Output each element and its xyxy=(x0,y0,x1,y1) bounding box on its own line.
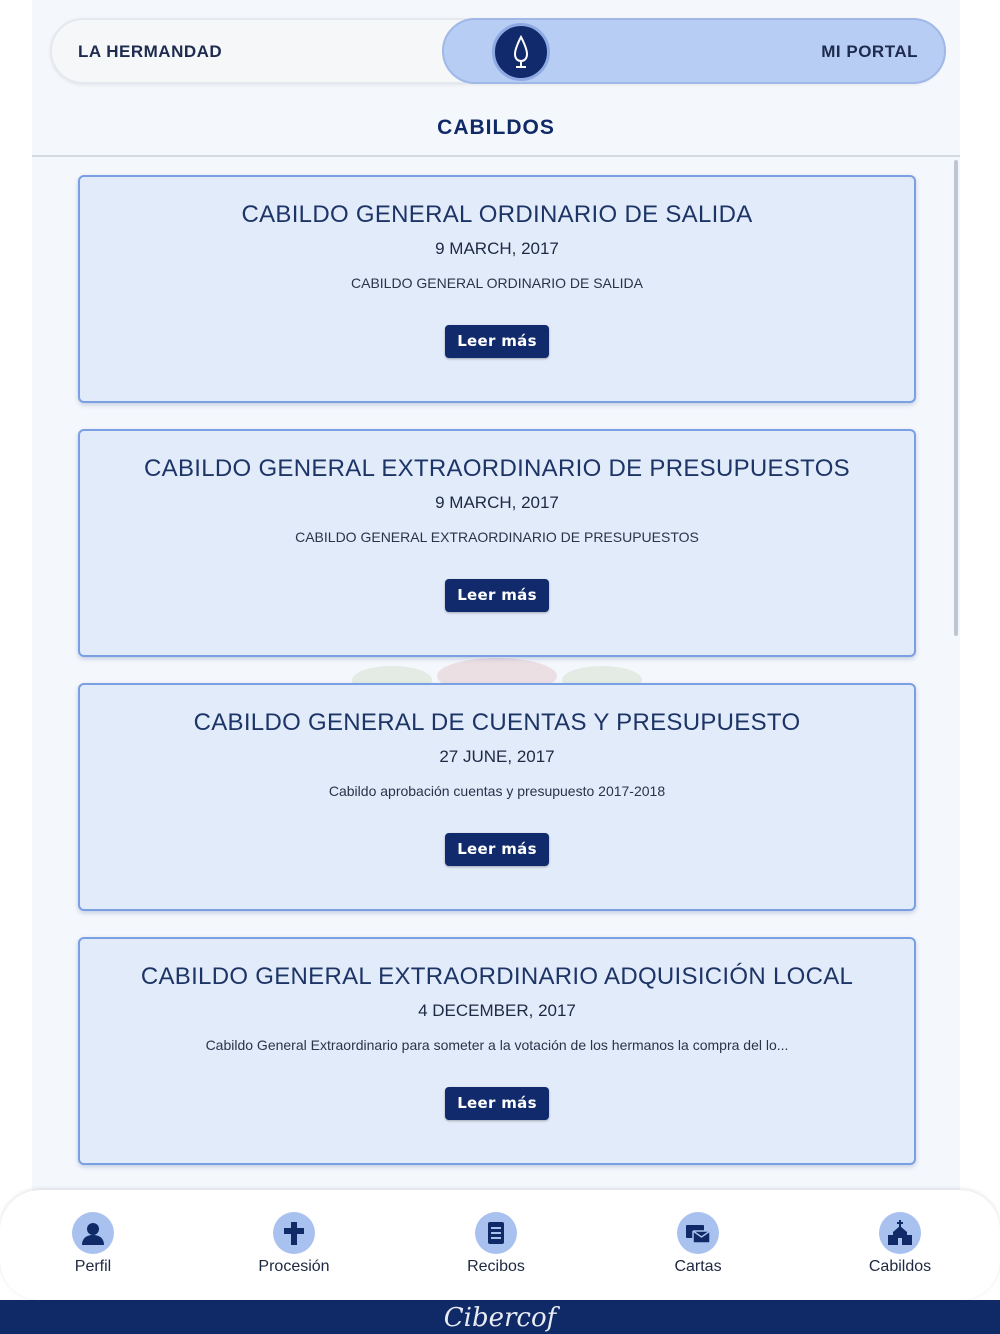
nav-item-procesion[interactable] xyxy=(234,1212,354,1276)
section-toggle[interactable] xyxy=(50,18,944,84)
card-description: Cabildo General Extraordinario para someter a la votación de los hermanos la compra del lo... xyxy=(205,1037,789,1053)
nav-label: Recibos xyxy=(467,1258,525,1275)
card-date: 9 MARCH, 2017 xyxy=(435,239,559,258)
leer-mas-button[interactable]: Leer más xyxy=(445,325,549,358)
nav-label: Procesión xyxy=(258,1258,330,1275)
nav-label: Cabildos xyxy=(868,1258,932,1275)
nav-item-recibos[interactable] xyxy=(436,1212,556,1276)
card-title: CABILDO GENERAL DE CUENTAS Y PRESUPUESTO xyxy=(193,709,801,736)
cross-icon xyxy=(273,1212,315,1254)
leer-mas-button[interactable]: Leer más xyxy=(445,833,549,866)
cabildo-card xyxy=(78,429,916,657)
letters-icon xyxy=(677,1212,719,1254)
title-divider xyxy=(32,155,960,157)
brand-logo: Cibercof xyxy=(443,1303,557,1333)
card-title: CABILDO GENERAL EXTRAORDINARIO ADQUISICIÓN LOCAL xyxy=(140,963,854,990)
card-date: 27 JUNE, 2017 xyxy=(439,747,555,766)
cabildo-card xyxy=(78,175,916,403)
cabildo-card xyxy=(78,683,916,911)
toggle-mi-portal[interactable]: MI PORTAL xyxy=(821,42,918,61)
card-description: CABILDO GENERAL EXTRAORDINARIO DE PRESUPUESTOS xyxy=(295,529,699,545)
nav-label: Cartas xyxy=(674,1258,722,1275)
toggle-la-hermandad[interactable]: LA HERMANDAD xyxy=(78,42,223,61)
card-date: 4 DECEMBER, 2017 xyxy=(418,1001,576,1020)
card-description: CABILDO GENERAL ORDINARIO DE SALIDA xyxy=(351,275,643,291)
candle-icon[interactable] xyxy=(492,23,550,81)
cabildo-card xyxy=(78,937,916,1165)
nav-item-perfil[interactable] xyxy=(33,1212,153,1276)
card-title: CABILDO GENERAL ORDINARIO DE SALIDA xyxy=(241,201,753,228)
receipt-icon xyxy=(475,1212,517,1254)
nav-item-cabildos[interactable] xyxy=(840,1212,960,1276)
church-icon xyxy=(879,1212,921,1254)
nav-label: Perfil xyxy=(74,1258,112,1275)
scrollbar[interactable] xyxy=(954,160,958,636)
user-icon xyxy=(72,1212,114,1254)
bottom-navigation xyxy=(0,1190,1000,1300)
leer-mas-button[interactable]: Leer más xyxy=(445,1087,549,1120)
nav-item-cartas[interactable] xyxy=(638,1212,758,1276)
card-title: CABILDO GENERAL EXTRAORDINARIO DE PRESUPUESTOS xyxy=(144,455,850,482)
card-description: Cabildo aprobación cuentas y presupuesto 2017-2018 xyxy=(328,783,666,799)
app-container xyxy=(32,0,960,1334)
card-date: 9 MARCH, 2017 xyxy=(435,493,559,512)
leer-mas-button[interactable]: Leer más xyxy=(445,579,549,612)
page-title: CABILDOS xyxy=(437,116,555,139)
